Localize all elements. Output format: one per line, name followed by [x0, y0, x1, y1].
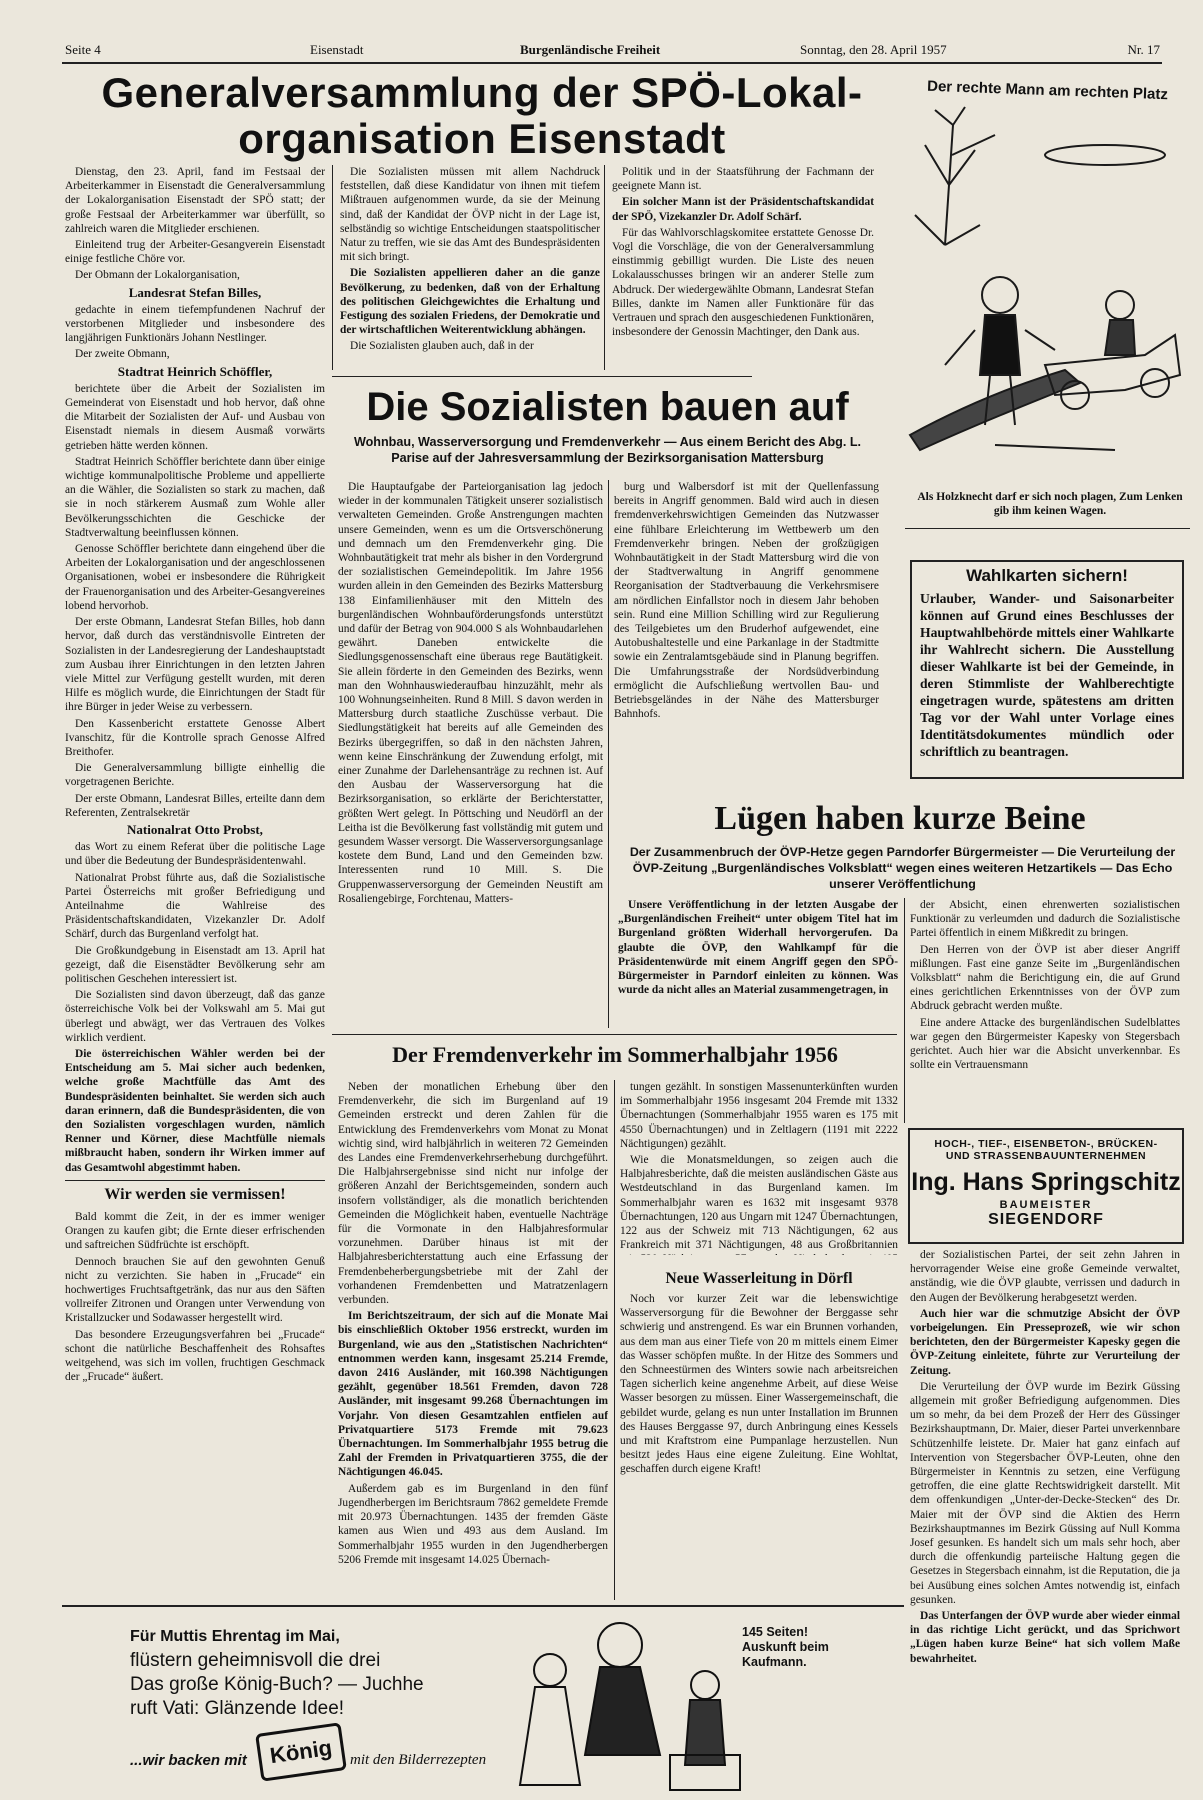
- sozialisten-col2: [614, 480, 879, 780]
- wasserleitung-text: [620, 1292, 898, 1600]
- paragraph: Einleitend trug der Arbeiter-Gesangverein Eisenstadt einige festliche Chöre vor.: [65, 239, 325, 266]
- paragraph: Nationalrat Otto Probst,: [127, 821, 263, 837]
- sozialisten-col1: [338, 480, 603, 1028]
- koenig-ad-line4: ruft Vati: Glänzende Idee!: [130, 1698, 345, 1719]
- luegen-col2: [910, 898, 1180, 1123]
- col-divider: [604, 165, 605, 370]
- koenig-ad-text: [130, 1625, 530, 1721]
- cartoon-caption: Als Holzknecht darf er sich noch plagen, Zum Lenken gib ihm keinen Wagen.: [917, 491, 1183, 517]
- paragraph: Politik und in der Staatsführung der Fachmann der geeignete Mann ist.: [612, 166, 874, 193]
- wasserleitung-paragraph: Noch vor kurzer Zeit war die lebenswichtige Wasserversorgung für die Bewohner der Berggasse sehr schwierig und anstrengend. Es war ein Brunnen vorhanden, aus dem man aus einer Tiefe von 20 m mittels einem Eimer das Wasser schöpfen mußte. In der Hitze des Sommers und den Schneestürmen des Winters sowie nach arbeitsreichen Tagen sicherlich keine angenehme Arbeit, auf diese Weise Wasser besorgen zu müssen. Einer Wassergemeinschaft, die gebildet wurde, gelang es nun unter Installation im Brunnen des Hauses Berggasse 97, durch Anbringung eines Kessels und mit Kraftstrom eine Pumpanlage herzustellen. Nun besitzt jedes Haus eine eigene Zuleitung. Eine Wohltat, geschaffen durch eigene Kraft!: [620, 1293, 898, 1476]
- paragraph: Stadtrat Heinrich Schöffler berichtete dann über einige wichtige kommunalpolitische Probleme und appellierte an die Wähler, die Sozialisten so stark zu machen, daß sie in noch stärkerem Ausmaß zum Wohle aller Bevölkerungsschichten die Geschicke der Stadtverwaltung beeinflussen können.: [65, 455, 325, 539]
- cartoon-title: Der rechte Mann am rechten Platz: [926, 77, 1169, 104]
- paragraph: Der erste Obmann, Landesrat Billes, erteilte dann dem Referenten, Zentralsekretär: [65, 792, 325, 819]
- col-divider: [608, 480, 609, 1028]
- koenig-bubble: 145 Seiten! Auskunft beim Kaufmann.: [742, 1625, 829, 1669]
- ad-rule: [62, 1605, 904, 1607]
- paragraph: Dienstag, den 23. April, fand im Festsaal der Arbeiterkammer in Eisenstadt die Generalversammlung der Lokalorganisation Eisenstadt der SPÖ statt; der große Festsaal der Arbeiterkammer war überfüllt, so zahlreich waren die Mitglieder erschienen.: [65, 166, 325, 235]
- wahlkarten-text: Urlauber, Wander- und Saisonarbeiter können auf Grund eines Beschlusses der Hauptwahlbehörde mittels einer Wahlkarte ihr Wahlrecht sichern. Die Ausstellung dieser Wahlkarte ist bei der Gemeinde, in deren Stimmliste der Wahlberechtigte eingetragen wurde, spätestens am dritten Tag vor der Wahl unter Vorlage eines Identitätsdokumentes mündlich oder schriftlich zu beantragen.: [920, 591, 1174, 759]
- paragraph: Die Generalversammlung billigte einhellig die vorgetragenen Berichte.: [65, 762, 325, 789]
- section-rule: [332, 1034, 897, 1035]
- koenig-ad-line2: flüstern geheimnisvoll die drei: [130, 1650, 381, 1671]
- paragraph: Auch hier war die schmutzige Absicht der ÖVP vorbeigelungen. Ein Presseprozeß, wie wir schon berichteten, den der Bürgermeister Kapesky gegen die ÖVP-Zeitung einleitete, führte zur Verurteilung der Zeitung.: [910, 1307, 1180, 1377]
- col-divider: [614, 1080, 615, 1600]
- paragraph: Ein solcher Mann ist der Präsidentschaftskandidat der SPÖ, Vizekanzler Dr. Adolf Schärf.: [612, 196, 874, 223]
- paragraph: das Wort zu einem Referat über die politische Lage und über die Bedeutung der Bundespräsidentenwahl.: [65, 841, 325, 868]
- paragraph: Außerdem gab es im Burgenland in den fünf Jugendherbergen im Berichtsraum 7862 gemeldete Fremde mit 20.973 Übernachtungen. 1435 der fremden Gäste kamen aus Wien und 493 aus dem Ausland. Im Sommerhalbjahr 1955 wurden in den Jugendherbergen 5206 Fremde mit insgesamt 14.025 Übernach-: [338, 1482, 608, 1566]
- luegen-col1: [618, 898, 898, 1024]
- sozialisten-subhead: Wohnbau, Wasserversorgung und Fremdenverkehr — Aus einem Bericht des Abg. L. Parise auf der Jahresversammlung der Bezirksorganisation Mattersburg: [353, 435, 862, 465]
- paragraph: Die Hauptaufgabe der Parteiorganisation lag jedoch wieder in der kommunalen Tätigkeit unserer sozialistisch verwalteten Gemeinden. Große Anstrengungen machten unsere Gemeinden, wenn es um die Ortsverschönerung und demnach um den Fremdenverkehr ging. Die Wohnbautätigkeit trat mehr als bisher in den Vordergrund der sozialistischen Gemeindepolitik. Im Jahre 1956 wurden allein in den Gemeinden des Bezirks Mattersburg 138 Einfamilienhäuser mit den Mitteln des burgenländischen Wohnbauförderungsfonds unterstützt und dafür der Betrag von 904.000 S als Wohnbaudarlehen gewährt. Daneben entwickelte die Siedlungsgenossenschaft eine überaus rege Bautätigkeit. Sie allein förderte in den Gemeinden des Bezirks, wenn man den Wohnhauswiederaufbau hinzuzählt, mehr als 100 Wohnungseinheiten. Rund 8 Mill. S davon werden in Mattersburg durch staatliche Zuschüsse verbaut. Die Siedlungstätigkeit hat bereits auf alle Gemeinden des Bezirks übergegriffen, so daß in den nächsten Jahren, wenn keine Einschränkung der Zuwendung erfolgt, mit einer Zunahme der Darlehensanträge zu rechnen ist. Auf den Ausbau der Wasserversorgung hat die Bezirksorganisation, so erklärte der Berichterstatter, größten Wert gelegt. In Pöttsching und Neudörfl an der Leitha ist die Bevölkerung fast vollständig mit gutem und gesundem Wasser versorgt. Die Wasserversorgungsanlage kostete dem Bund, Land und den Gemeinden bzw. Interessenten rund 10 Mill. S. Die Gruppenwasserversorgung der Gemeinden Neustift am Rosaliengebirge, Forchtenau, Matters-: [338, 481, 603, 905]
- paragraph: Stadtrat Heinrich Schöffler,: [117, 363, 273, 379]
- tree-icon: [915, 107, 995, 245]
- paragraph: gedachte in einem tiefempfundenen Nachruf der verstorbenen Mitglieder und insbesondere des langjährigen Funktionärs Johann Nestlinger.: [65, 303, 325, 345]
- koenig-ad-line3: Das große König-Buch? — Juchhe: [130, 1674, 424, 1695]
- paragraph: Eine andere Attacke des burgenländischen Sudelblattes war gegen den Bürgermeister Kapesky von Stegersbach gerichtet. Auch hier war die Absicht unverkennbar. Es sollte ein Vertrauensmann: [910, 1016, 1180, 1072]
- cartoon-drawing: [905, 105, 1190, 490]
- main-article-col3: [612, 165, 874, 370]
- springschitz-ad: [908, 1128, 1184, 1244]
- paragraph: Unsere Veröffentlichung in der letzten Ausgabe der „Burgenländischen Freiheit“ unter obigem Titel hat im Burgenland größten Widerhall hervorgerufen. Da glaubte die ÖVP, den Wahlkampf für die Präsidentenwürde mit einem Angriff gegen den SPÖ-Bürgermeister in Parndorf einleiten zu können. Was wurde da nicht alles an Material zusammengetragen, in: [618, 899, 898, 997]
- wasserleitung-title: Neue Wasserleitung in Dörfl: [665, 1270, 853, 1287]
- paragraph: tungen gezählt. In sonstigen Massenunterkünften wurden im Sommerhalbjahr 1956 insgesamt 204 Fremde mit 1332 Übernachtungen (Sommerhalbjahr 1955 waren es 175 mit 4550 Übernachtungen) und in Zeltlagern (1191 mit 2222 Nächtigungen) gezählt.: [620, 1081, 898, 1150]
- main-article-col1: [65, 165, 325, 1173]
- paragraph: Das Unterfangen der ÖVP wurde aber wieder einmal in das richtige Licht gerückt, und das Sprichwort „Lügen haben kurze Beine“ hat sich vollem Maße bewahrheitet.: [910, 1610, 1180, 1665]
- paragraph: Das besondere Erzeugungsverfahren bei „Frucade“ schont die natürliche Beschaffenheit des Rohsaftes weitgehend, was sich im vollen, fruchtigen Geschmack der „Frucade“ äußert.: [65, 1328, 325, 1384]
- main-headline-line1: Generalversammlung der SPÖ-Lokal-: [101, 69, 863, 116]
- paragraph: Neben der monatlichen Erhebung über den Fremdenverkehr, die sich im Burgenland auf 19 Gemeinden erstreckt und deren Zahlen für die Entwicklung des Fremdenverkehrs vom Monat zu Monat wichtig sind, wird halbjährlich in weiteren 72 Gemeinden des Landes eine Fremdenverkehrserhebung durchgeführt. Die Halbjahrsergebnisse sind nicht nur infolge der größeren Anzahl der Berichtsgemeinden, sondern auch insofern vollständiger, als die monatlich berichtenden Gemeinden die Möglichkeit haben, eventuelle Nachträge für die Vormonate in den Halbjahresformular vorzunehmen. Darüber hinaus ist mit der Halbjahresberichterstattung auch eine Erfassung der Fremdenbeherbergungsbetriebe mit der Zahl der vorhandenen Fremdenbetten und Matratzenlagern verbunden.: [338, 1081, 608, 1307]
- paragraph: Die Sozialisten appellieren daher an die ganze Bevölkerung, zu bedenken, daß von der Erhaltung des politischen Gleichgewichtes die Erhaltung und Festigung des sozialen Friedens, der Demokratie und der wirtschaftlichen Weiterentwicklung abhängen.: [340, 267, 600, 337]
- paragraph: Die Sozialisten sind davon überzeugt, daß das ganze österreichische Volk bei der Volkswahl am 5. Mai gut überlegt und abwägt, wer das Vertrauen des Volkes wirklich verdient.: [65, 989, 325, 1044]
- paragraph: Bald kommt die Zeit, in der es immer weniger Orangen zu kaufen gibt; die Ernte dieser erfrischenden und saftreichen Südfrüchte ist erschöpft.: [65, 1211, 325, 1252]
- koenig-brand-logo: König: [255, 1722, 347, 1782]
- koenig-suffix: mit den Bilderrezepten: [350, 1752, 487, 1768]
- springschitz-role: BAUMEISTER: [999, 1199, 1093, 1211]
- vermissen-text: [65, 1210, 325, 1390]
- paragraph: Dennoch brauchen Sie auf den gewohnten Genuß nicht zu verzichten. Sie haben in „Frucade“ ein hochwertiges Fruchtsaftgetränk, das nur aus den Säften vollreifer Zitronen und Orangen unter Verwendung von Kristallzucker und Sodawasser hergestellt wird.: [65, 1255, 325, 1325]
- main-headline: [62, 70, 902, 162]
- paragraph: Der Obmann der Lokalorganisation,: [75, 269, 240, 282]
- masthead: [65, 42, 1160, 62]
- section-rule: [65, 1180, 325, 1181]
- masthead-paper: Burgenländische Freiheit: [520, 42, 661, 57]
- paragraph: Die österreichischen Wähler werden bei der Entscheidung am 5. Mai sicher auch bedenken, welche große Machtfülle das Amt des Bundespräsidenten beinhaltet. Sie werden sich auch daran erinnern, daß die Bundespräsidenten, die von den Sozialisten vorgeschlagen wurden, nämlich Renner und Körner, diese Machtfülle niemals mißbraucht haben, sondern ihr Wirken immer auf das Gesamtwohl abgestimmt haben.: [65, 1047, 325, 1173]
- section-rule: [905, 528, 1190, 529]
- masthead-date: Sonntag, den 28. April 1957: [800, 42, 947, 57]
- paragraph: Den Kassenbericht erstattete Genosse Albert Ivanschitz, für die Kontrolle sprach Genosse Alfred Breithofer.: [65, 717, 325, 758]
- wahlkarten-title: Wahlkarten sichern!: [966, 566, 1128, 585]
- springschitz-place: SIEGENDORF: [988, 1211, 1104, 1228]
- col-divider: [332, 165, 333, 370]
- springschitz-name: Ing. Hans Springschitz: [911, 1168, 1181, 1196]
- paragraph: Die Großkundgebung in Eisenstadt am 13. April hat gezeigt, daß die Eisenstädter Bevölkerung sehr am politischen Geschehen interessiert ist.: [65, 944, 325, 985]
- paragraph: Für das Wahlvorschlagskomitee erstattete Genosse Dr. Vogl die Vorschläge, die von der Generalversammlung einstimmig gebilligt wurden. Die Liste des neuen Lokalausschusses bringen wir an anderer Stelle zum Abdruck. Der wiedergewählte Obmann, Landesrat Stefan Billes, dankte im Namen aller Funktionäre für das Vertrauen und sprach den ausgeschiedenen Funktionären, insbesondere der Genossin Machtinger, den Dank aus.: [612, 226, 874, 339]
- col-divider: [904, 898, 905, 1123]
- section-rule: [332, 376, 752, 377]
- luegen-col2-continued: [910, 1248, 1180, 1788]
- luegen-headline: Lügen haben kurze Beine: [714, 800, 1086, 837]
- vermissen-title: Wir werden sie vermissen!: [104, 1186, 286, 1203]
- paragraph: der Absicht, einen ehrenwerten sozialistischen Funktionär zu verleumden und dadurch die Sozialistische Partei öffentlich in einem Mißkredit zu bringen.: [910, 899, 1180, 940]
- springschitz-line2: UND STRASSENBAUUNTERNEHMEN: [945, 1150, 1147, 1162]
- paragraph: Landesrat Stefan Billes,: [128, 284, 262, 300]
- fremdenverkehr-col1: [338, 1080, 608, 1600]
- paragraph: Den Herren von der ÖVP ist aber dieser Angriff mißlungen. Fast eine ganze Seite im „Burgenländischen Volksblatt“ nahm die Berichtigung ein, die auf Grund eines gerichtlichen Erkenntnisses von der ÖVP zum Abdruck gebracht werden mußte.: [910, 943, 1180, 1013]
- main-article-col2: [340, 165, 600, 370]
- paragraph: Nationalrat Probst führte aus, daß die Sozialistische Partei Österreichs mit großer Befriedigung und Anteilnahme die Wahlreise des Präsidentschaftskandidaten, Vizekanzler Dr. Adolf Schärf, durch das Burgenland verfolgt hat.: [65, 871, 325, 941]
- fremdenverkehr-headline: Der Fremdenverkehr im Sommerhalbjahr 1956: [392, 1042, 838, 1067]
- paragraph: Genosse Schöffler berichtete dann eingehend über die Arbeiten der Lokalorganisation und der angeschlossenen Organisationen, wobei er insbesondere die Rührigkeit der Frauenorganisation und des Arbeiter-Gesangvereines lobend hervorhob.: [65, 543, 325, 612]
- fremdenverkehr-col2: [620, 1080, 898, 1255]
- paragraph: Wie die Monatsmeldungen, so zeigen auch die Halbjahresberichte, daß die meisten ausländischen Gäste aus Westdeutschland in das Burgenland kamen. Im Sommerhalbjahr waren es 1632 mit insgesamt 9378 Übernachtungen, 120 aus Ungarn mit 1247 Übernachtungen, 122 aus der Schweiz mit 713 Nächtigungen, 62 aus Frankreich mit 371 Nächtigungen, 48 aus Großbritannien: [620, 1154, 898, 1252]
- koenig-prefix: ...wir backen mit: [130, 1752, 247, 1769]
- masthead-rule: [62, 62, 1162, 64]
- paragraph: Die Sozialisten müssen mit allem Nachdruck feststellen, daß diese Kandidatur von ihnen mit tiefem Mißtrauen aufgenommen wurde, da sie der Meinung sind, daß der Kandidat der ÖVP nicht in der Lage ist, selbständig so wichtige Entscheidungen staatspolitischer Natur zu treffen, wie sie das Amt des Bundespräsidenten mit sich bringt.: [340, 166, 600, 264]
- masthead-number: Nr. 17: [1127, 42, 1160, 57]
- paragraph: Der zweite Obmann,: [75, 348, 170, 361]
- sozialisten-headline: Die Sozialisten bauen auf: [366, 385, 849, 429]
- luegen-subhead: Der Zusammenbruch der ÖVP-Hetze gegen Parndorfer Bürgermeister — Die Verurteilung der ÖVP-Zeitung „Burgenländisches Volksblatt“ wegen eines weiteren Hetzartikels — Das Echo unserer Veröffentlichung: [629, 845, 1176, 891]
- paragraph: Im Berichtszeitraum, der sich auf die Monate Mai bis einschließlich Oktober 1956 erstreckt, wurden im Burgenland, wie aus den „Statistischen Nachrichten“ entnommen werden kann, insgesamt 25.214 Fremde, davon 2416 Ausländer, mit 160.398 Nächtigungen gezählt, gegenüber 18.561 Fremden, davon 728 Ausländer, mit insgesamt 99.268 Übernachtungen im Vorjahr. Von diesen Gesamtzahlen entfielen auf Privatquartiere 5173 Fremde mit 79.623 Übernachtungen. Im Sommerhalbjahr 1955 betrug die Zahl der Fremden in Privatquartieren 3755, die der Nächtigungen 46.045.: [338, 1310, 608, 1479]
- paragraph: Die Verurteilung der ÖVP wurde im Bezirk Güssing allgemein mit großer Befriedigung aufgenommen. Dies um so mehr, da bei dem Prozeß der Herr des Güssinger Bezirkshauptmann, Dr. Maier, dieser Partei unverkennbare Schützenhilfe leistete. Dr. Maier hat ganz einfach auf Intervention von Stegersbacher ÖVP-Leuten, ohne den Bürgermeister in Kenntnis zu setzen, eine Verfügung getroffen, die eine glatte Rechtswidrigkeit darstellt. Mit dem offenkundigen „Unter-der-Decke-Stecken“ des Dr. Maier mit der ÖVP sind die Aktien des Herrn Bezirkshauptmannes im Bezirk Güssing auf Null Komma Josef gesunken. Es handelt sich um mals sehr hoch, aber durch die offenkundig parteiische Haltung gegen die Gesetzes in Stegersbach einnahm, ist die Reputation, die ja bei Ausübung eines solchen Amtes notwendig ist, einfach gesunken.: [910, 1380, 1180, 1606]
- paragraph: burg und Walbersdorf ist mit der Quellenfassung bereits in Angriff genommen. Bald wird auch in diesen fremdenverkehrswichtigen Gemeinden das Nutzwasser eine fühlbare Erleichterung im Wettbewerb um den Fremdenverkehr bringen. Neben der großzügigen Wohnbautätigkeit in der Stadt Mattersburg wird die von der Stadtverwaltung in Angriff genommene Reorganisation der Stadtverbauung die Verkehrsmisere am nördlichen Einfallstor noch in diesem Jahr behoben sein. Rund eine Million Schilling wird zur Regulierung des Teilgebietes um den Bruderhof aufgewendet, eine Autobushaltestelle und eine Parkanlage in der Stadtmitte sowie ein Zentralamtsgebäude sind in Planung begriffen. Die Umfahrungsstraße der Nordsüdverbindung ermöglicht die Aufschließung wertvollen Bau- und Betriebsgeländes in der Nähe des Mattersburger Bahnhofs.: [614, 481, 879, 721]
- masthead-city: Eisenstadt: [310, 42, 364, 57]
- paragraph: der Sozialistischen Partei, der seit zehn Jahren in hervorragender Weise eine große Gemeinde verwaltet, anständig, wie die ÖVP glaubte, verrissen und dadurch in den Augen der Bevölkerung herabgesetzt werden.: [910, 1249, 1180, 1304]
- springschitz-line1: HOCH-, TIEF-, EISENBETON-, BRÜCKEN-: [934, 1138, 1158, 1150]
- main-headline-line2: organisation Eisenstadt: [238, 115, 726, 162]
- paragraph: Die Sozialisten glauben auch, daß in der: [350, 340, 534, 353]
- koenig-ad-line1: Für Muttis Ehrentag im Mai,: [130, 1628, 340, 1645]
- page-number: Seite 4: [65, 42, 101, 57]
- paragraph: Der erste Obmann, Landesrat Stefan Billes, hob dann hervor, daß durch das verständnisvolle Eintreten der Sozialisten in der Landesregierung der Landeshauptstadt zum Ausbau ihrer Einrichtungen in den letzten Jahren viele Mittel zur Verfügung gestellt wurden, mit deren Hilfe es möglich wurde, die Einrichtungen der Stadt für ihre Bürger in jeder Weise zu verbessern.: [65, 616, 325, 714]
- paragraph: berichtete über die Arbeit der Sozialisten im Gemeinderat von Eisenstadt und hob hervor, daß ohne die Mitarbeit der Sozialisten der Auf- und Ausbau von Eisenstadt niemals in diesem Ausmaß vorwärts getrieben hätte werden können.: [65, 382, 325, 452]
- wahlkarten-box: [910, 560, 1184, 779]
